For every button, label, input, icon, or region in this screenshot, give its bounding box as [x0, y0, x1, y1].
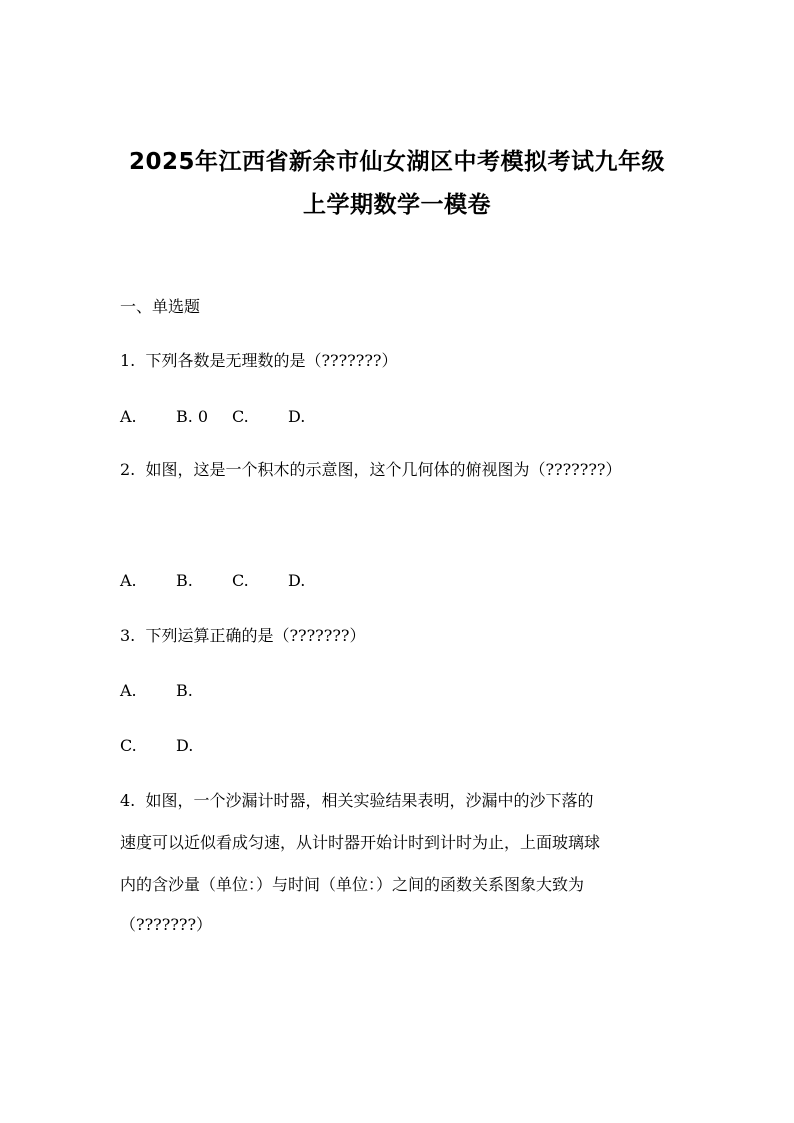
question-2-stem: 2. 如图，这是一个积木的示意图，这个几何体的俯视图为（???????） — [120, 460, 622, 479]
question-4-stem-line2: 速度可以近似看成匀速，从计时器开始计时到计时为止，上面玻璃球 — [120, 833, 601, 852]
question-3-option-d: D. — [176, 736, 194, 755]
question-1-option-c: C. — [232, 407, 249, 426]
question-3-option-c: C. — [120, 736, 137, 755]
question-4-stem-line3: 内的含沙量（单位：）与时间（单位：）之间的函数关系图象大致为 — [120, 875, 585, 894]
question-1-option-d: D. — [288, 407, 306, 426]
question-4-stem-line4: （???????） — [120, 915, 213, 934]
question-1-option-b: B. 0 — [176, 407, 209, 426]
document-title-line2: 上学期数学一模卷 — [303, 192, 491, 218]
section-heading: 一、单选题 — [120, 297, 201, 316]
question-3-option-b: B. — [176, 681, 193, 700]
question-3-stem: 3. 下列运算正确的是（???????） — [120, 626, 366, 645]
question-4-stem-line1: 4. 如图，一个沙漏计时器，相关实验结果表明，沙漏中的沙下落的 — [120, 791, 594, 810]
question-2-option-a: A. — [120, 571, 137, 590]
question-1-stem: 1. 下列各数是无理数的是（???????） — [120, 351, 398, 370]
document-title-line1: 2025年江西省新余市仙女湖区中考模拟考试九年级 — [128, 149, 665, 175]
question-2-option-c: C. — [232, 571, 249, 590]
question-3-option-a: A. — [120, 681, 137, 700]
question-2-option-b: B. — [176, 571, 193, 590]
question-1-option-a: A. — [120, 407, 137, 426]
question-2-option-d: D. — [288, 571, 306, 590]
